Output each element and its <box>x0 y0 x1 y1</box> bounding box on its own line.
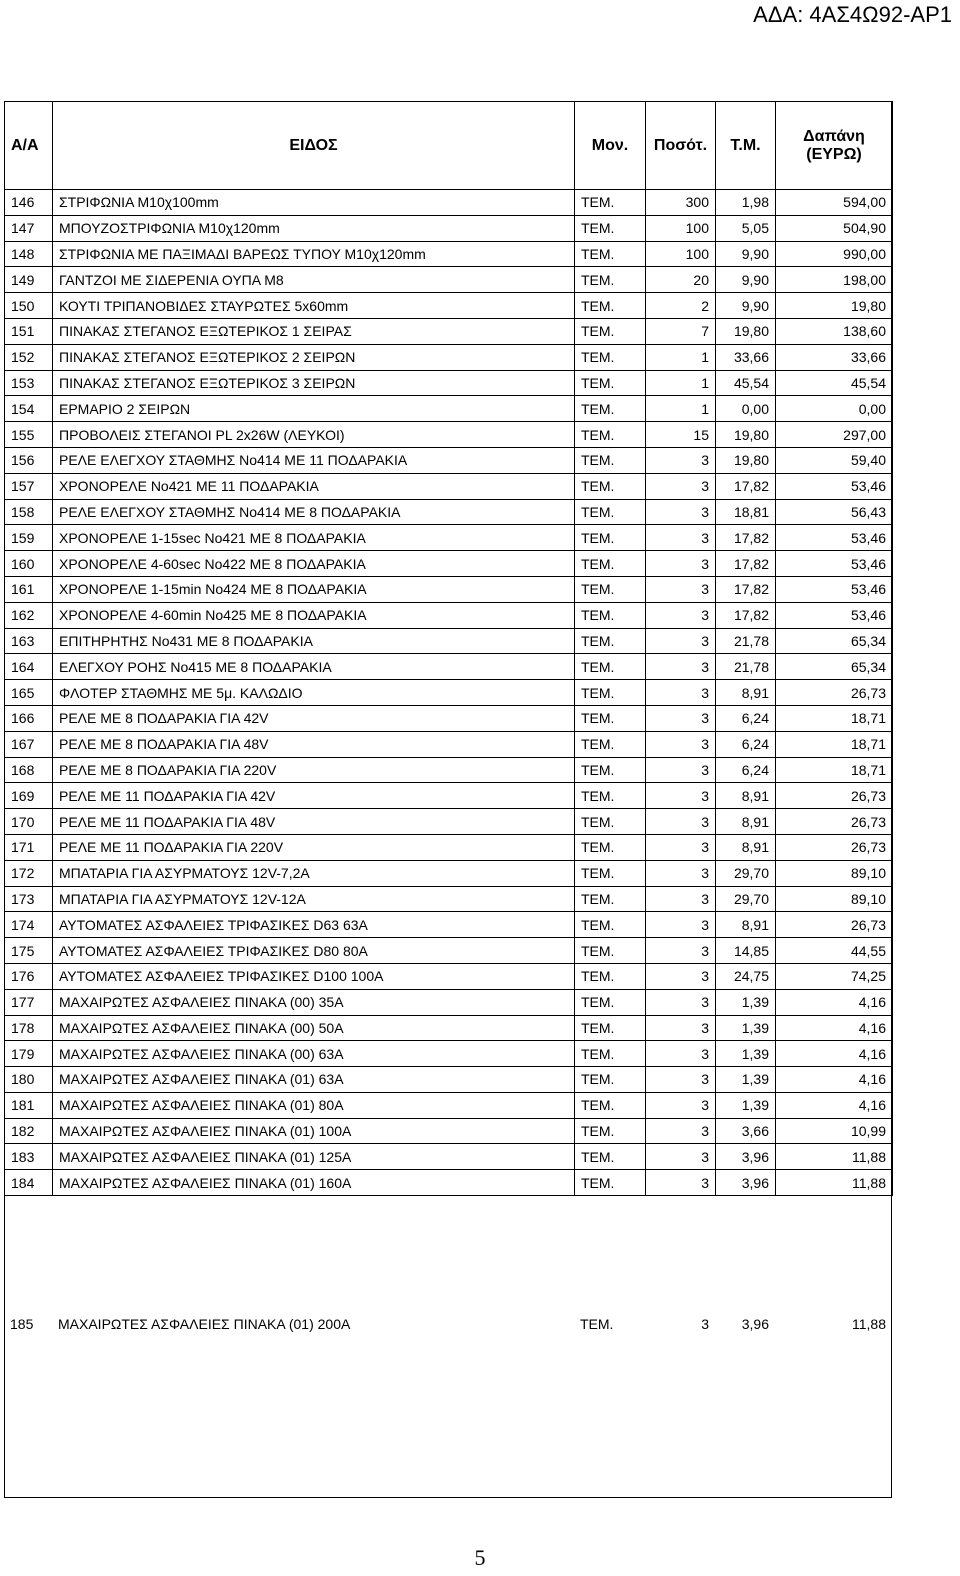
table-row <box>5 241 893 267</box>
cell-item: ΧΡΟΝΟΡΕΛΕ 1-15sec Νο421 ΜΕ 8 ΠΟΔΑΡΑΚΙΑ <box>53 525 575 551</box>
cell-unit: ΤΕΜ. <box>575 1015 646 1041</box>
cell-unit: ΤΕΜ. <box>575 912 646 938</box>
cell-unit-price: 29,70 <box>716 860 776 886</box>
table-row <box>5 344 893 370</box>
cell-aa: 154 <box>5 396 53 422</box>
cell-quantity: 3 <box>646 473 716 499</box>
cell-aa: 173 <box>5 886 53 912</box>
cell-cost: 4,16 <box>776 989 893 1015</box>
cell-quantity: 3 <box>646 938 716 964</box>
cell-item: ΡΕΛΕ ΜΕ 11 ΠΟΔΑΡΑΚΙΑ ΓΙΑ 48V <box>53 809 575 835</box>
cell-unit: ΤΕΜ. <box>575 473 646 499</box>
cell-item: ΜΑΧΑΙΡΩΤΕΣ ΑΣΦΑΛΕΙΕΣ ΠΙΝΑΚΑ (01) 80A <box>53 1092 575 1118</box>
cell-cost: 138,60 <box>776 318 893 344</box>
cell-aa: 163 <box>5 628 53 654</box>
cell-unit-price: 3,66 <box>716 1118 776 1144</box>
col-header-aa: Α/Α <box>5 102 53 190</box>
col-header-cost: Δαπάνη (ΕΥΡΩ) <box>776 102 893 190</box>
cell-aa: 175 <box>5 938 53 964</box>
cell-unit: ΤΕΜ. <box>575 1092 646 1118</box>
cell-quantity: 3 <box>646 860 716 886</box>
cell-aa: 162 <box>5 602 53 628</box>
cell-item: ΡΕΛΕ ΜΕ 8 ΠΟΔΑΡΑΚΙΑ ΓΙΑ 48V <box>53 731 575 757</box>
cell-unit-price: 17,82 <box>716 576 776 602</box>
cell-unit: ΤΕΜ. <box>575 963 646 989</box>
cell-item: ΚΟΥΤΙ ΤΡΙΠΑΝΟΒΙΔΕΣ ΣΤΑΥΡΩΤΕΣ 5x60mm <box>53 293 575 319</box>
cell-quantity: 1 <box>646 396 716 422</box>
cell-quantity: 3 <box>646 499 716 525</box>
cell-unit: ΤΕΜ. <box>575 628 646 654</box>
cell-quantity: 3 <box>646 809 716 835</box>
cell-item: ΕΠΙΤΗΡΗΤΗΣ Νο431 ΜΕ 8 ΠΟΔΑΡΑΚΙΑ <box>53 628 575 654</box>
cell-cost: 11,88 <box>776 1144 893 1170</box>
cell-item: ΡΕΛΕ ΕΛΕΓΧΟΥ ΣΤΑΘΜΗΣ Νο414 ΜΕ 8 ΠΟΔΑΡΑΚΙΑ <box>53 499 575 525</box>
table-row <box>5 989 893 1015</box>
cell-item: ΠΙΝΑΚΑΣ ΣΤΕΓΑΝΟΣ ΕΞΩΤΕΡΙΚΟΣ 2 ΣΕΙΡΩΝ <box>53 344 575 370</box>
table-row <box>5 680 893 706</box>
table-row <box>5 912 893 938</box>
cell-unit-price: 45,54 <box>716 370 776 396</box>
cell-quantity: 3 <box>646 1067 716 1093</box>
cell-aa: 166 <box>5 705 53 731</box>
cell-unit-price: 9,90 <box>716 267 776 293</box>
cell-cost: 65,34 <box>776 654 893 680</box>
cell-item: ΜΑΧΑΙΡΩΤΕΣ ΑΣΦΑΛΕΙΕΣ ΠΙΝΑΚΑ (01) 160A <box>53 1170 575 1196</box>
cell-aa: 161 <box>5 576 53 602</box>
cell-aa: 183 <box>5 1144 53 1170</box>
cell-cost: 89,10 <box>776 886 893 912</box>
cell-unit-price: 17,82 <box>716 602 776 628</box>
cell-cost: 990,00 <box>776 241 893 267</box>
cell-quantity: 3 <box>646 1118 716 1144</box>
cell-unit-price: 1,39 <box>716 1067 776 1093</box>
table-row <box>5 1041 893 1067</box>
table-row <box>5 602 893 628</box>
cell-quantity: 3 <box>646 1170 716 1196</box>
cell-cost: 594,00 <box>776 190 893 216</box>
col-header-unit-price: Τ.Μ. <box>716 102 776 190</box>
cell-unit-price: 8,91 <box>716 783 776 809</box>
cell-unit: ΤΕΜ. <box>575 447 646 473</box>
cell-cost: 18,71 <box>776 757 893 783</box>
cell-item: ΜΠΑΤΑΡΙΑ ΓΙΑ ΑΣΥΡΜΑΤΟΥΣ 12V-7,2A <box>53 860 575 886</box>
table-row <box>5 834 893 860</box>
cell-quantity: 3 <box>646 1015 716 1041</box>
table-row <box>5 757 893 783</box>
extra-items-table <box>4 1310 892 1338</box>
cell-item: ΠΡΟΒΟΛΕΙΣ ΣΤΕΓΑΝΟΙ PL 2x26W (ΛΕΥΚΟΙ) <box>53 422 575 448</box>
cell-unit-price: 8,91 <box>716 809 776 835</box>
table-row <box>5 963 893 989</box>
cell-aa: 169 <box>5 783 53 809</box>
cell-aa: 181 <box>5 1092 53 1118</box>
cell-item: ΧΡΟΝΟΡΕΛΕ 1-15min Νο424 ΜΕ 8 ΠΟΔΑΡΑΚΙΑ <box>53 576 575 602</box>
cell-unit: ΤΕΜ. <box>575 215 646 241</box>
table-header-row <box>5 102 893 190</box>
cell-aa: 152 <box>5 344 53 370</box>
cell-aa: 153 <box>5 370 53 396</box>
table-row <box>5 886 893 912</box>
cell-unit: ΤΕΜ. <box>575 860 646 886</box>
cell-quantity: 3 <box>646 912 716 938</box>
cell-unit: ΤΕΜ. <box>575 190 646 216</box>
cell-cost: 53,46 <box>776 551 893 577</box>
col-header-unit: Μον. <box>575 102 646 190</box>
cell-cost: 4,16 <box>776 1092 893 1118</box>
table-row <box>5 705 893 731</box>
col-header-item: ΕΙΔΟΣ <box>53 102 575 190</box>
cell-aa: 164 <box>5 654 53 680</box>
cell-quantity: 20 <box>646 267 716 293</box>
cell-unit-price: 33,66 <box>716 344 776 370</box>
cell-cost: 18,71 <box>776 731 893 757</box>
cell-item: ΕΡΜΑΡΙΟ 2 ΣΕΙΡΩΝ <box>53 396 575 422</box>
cell-aa: 184 <box>5 1170 53 1196</box>
cell-unit: ΤΕΜ. <box>575 654 646 680</box>
cell-unit-price: 21,78 <box>716 654 776 680</box>
cell-quantity: 3 <box>646 963 716 989</box>
cell-unit: ΤΕΜ. <box>575 757 646 783</box>
cell-unit-price: 29,70 <box>716 886 776 912</box>
cell-unit-price: 19,80 <box>716 318 776 344</box>
cell-unit-price: 3,96 <box>741 1316 769 1332</box>
table-row <box>5 1015 893 1041</box>
cell-aa: 174 <box>5 912 53 938</box>
col-header-quantity: Ποσότ. <box>646 102 716 190</box>
cell-quantity: 1 <box>646 370 716 396</box>
cell-cost: 89,10 <box>776 860 893 886</box>
cell-cost: 4,16 <box>776 1067 893 1093</box>
cell-aa: 149 <box>5 267 53 293</box>
cell-aa: 158 <box>5 499 53 525</box>
table-row <box>5 473 893 499</box>
table-row <box>5 499 893 525</box>
cell-unit-price: 21,78 <box>716 628 776 654</box>
cell-cost: 65,34 <box>776 628 893 654</box>
cell-cost: 53,46 <box>776 525 893 551</box>
cell-unit-price: 1,39 <box>716 989 776 1015</box>
cell-item: ΣΤΡΙΦΩΝΙΑ ΜΕ ΠΑΞΙΜΑΔΙ ΒΑΡΕΩΣ ΤΥΠΟΥ Μ10χ120mm <box>53 241 575 267</box>
cell-quantity: 3 <box>646 680 716 706</box>
cell-quantity: 3 <box>646 834 716 860</box>
table-row <box>5 783 893 809</box>
cell-aa: 182 <box>5 1118 53 1144</box>
cell-aa: 147 <box>5 215 53 241</box>
cell-item: ΡΕΛΕ ΜΕ 8 ΠΟΔΑΡΑΚΙΑ ΓΙΑ 42V <box>53 705 575 731</box>
cell-item: ΓΑΝΤΖΟΙ ΜΕ ΣΙΔΕΡΕΝΙΑ ΟΥΠΑ Μ8 <box>53 267 575 293</box>
cell-cost: 26,73 <box>776 912 893 938</box>
cell-quantity: 2 <box>646 293 716 319</box>
cell-cost: 10,99 <box>776 1118 893 1144</box>
cell-aa: 146 <box>5 190 53 216</box>
cell-cost: 0,00 <box>776 396 893 422</box>
cell-cost: 74,25 <box>776 963 893 989</box>
cell-unit: ΤΕΜ. <box>575 705 646 731</box>
cell-aa: 178 <box>5 1015 53 1041</box>
cell-unit: ΤΕΜ. <box>575 293 646 319</box>
cell-cost: 53,46 <box>776 576 893 602</box>
cell-quantity: 100 <box>646 215 716 241</box>
cell-item: ΡΕΛΕ ΜΕ 11 ΠΟΔΑΡΑΚΙΑ ΓΙΑ 220V <box>53 834 575 860</box>
cell-quantity: 300 <box>646 190 716 216</box>
cell-cost: 26,73 <box>776 783 893 809</box>
cell-quantity: 3 <box>646 628 716 654</box>
cell-item: ΑΥΤΟΜΑΤΕΣ ΑΣΦΑΛΕΙΕΣ ΤΡΙΦΑΣΙΚΕΣ D100 100A <box>53 963 575 989</box>
cell-unit-price: 0,00 <box>716 396 776 422</box>
cell-unit: ΤΕΜ. <box>575 989 646 1015</box>
table-row <box>5 293 893 319</box>
cell-quantity: 3 <box>646 886 716 912</box>
cell-quantity: 7 <box>646 318 716 344</box>
cell-unit-price: 6,24 <box>716 705 776 731</box>
table-row <box>5 447 893 473</box>
cell-unit-price: 3,96 <box>716 1144 776 1170</box>
cell-quantity: 3 <box>646 757 716 783</box>
cell-unit: ΤΕΜ. <box>575 241 646 267</box>
cell-unit: ΤΕΜ. <box>575 938 646 964</box>
table-row <box>5 318 893 344</box>
cell-cost: 26,73 <box>776 834 893 860</box>
cell-cost: 18,71 <box>776 705 893 731</box>
cell-unit-price: 17,82 <box>716 473 776 499</box>
cell-cost: 4,16 <box>776 1015 893 1041</box>
cell-unit: ΤΕΜ. <box>575 809 646 835</box>
cell-quantity: 15 <box>646 422 716 448</box>
cell-unit-price: 5,05 <box>716 215 776 241</box>
cell-unit: ΤΕΜ. <box>575 602 646 628</box>
cell-unit-price: 14,85 <box>716 938 776 964</box>
cell-unit-price: 6,24 <box>716 757 776 783</box>
cell-unit: ΤΕΜ. <box>580 1316 614 1332</box>
cell-unit-price: 17,82 <box>716 525 776 551</box>
cell-unit: ΤΕΜ. <box>575 1041 646 1067</box>
cell-quantity: 3 <box>646 1041 716 1067</box>
cell-unit-price: 1,39 <box>716 1015 776 1041</box>
cell-quantity: 3 <box>646 447 716 473</box>
cell-aa: 150 <box>5 293 53 319</box>
cell-item: ΜΑΧΑΙΡΩΤΕΣ ΑΣΦΑΛΕΙΕΣ ΠΙΝΑΚΑ (01) 200A <box>58 1316 351 1332</box>
cell-cost: 26,73 <box>776 809 893 835</box>
cell-aa: 185 <box>10 1316 34 1332</box>
cell-unit: ΤΕΜ. <box>575 1144 646 1170</box>
table-row <box>5 1144 893 1170</box>
cell-item: ΧΡΟΝΟΡΕΛΕ 4-60sec Νο422 ΜΕ 8 ΠΟΔΑΡΑΚΙΑ <box>53 551 575 577</box>
cell-quantity: 100 <box>646 241 716 267</box>
cell-quantity: 3 <box>646 783 716 809</box>
cell-quantity: 3 <box>646 551 716 577</box>
cell-aa: 168 <box>5 757 53 783</box>
cell-aa: 180 <box>5 1067 53 1093</box>
table-row <box>5 215 893 241</box>
cell-item: ΜΑΧΑΙΡΩΤΕΣ ΑΣΦΑΛΕΙΕΣ ΠΙΝΑΚΑ (00) 50A <box>53 1015 575 1041</box>
cell-item: ΠΙΝΑΚΑΣ ΣΤΕΓΑΝΟΣ ΕΞΩΤΕΡΙΚΟΣ 3 ΣΕΙΡΩΝ <box>53 370 575 396</box>
cell-unit-price: 1,39 <box>716 1041 776 1067</box>
cell-unit: ΤΕΜ. <box>575 834 646 860</box>
cell-unit: ΤΕΜ. <box>575 1118 646 1144</box>
table-row <box>5 576 893 602</box>
cell-unit-price: 9,90 <box>716 293 776 319</box>
cell-item: ΧΡΟΝΟΡΕΛΕ 4-60min Νο425 ΜΕ 8 ΠΟΔΑΡΑΚΙΑ <box>53 602 575 628</box>
cell-item: ΕΛΕΓΧΟΥ ΡΟΗΣ Νο415 ΜΕ 8 ΠΟΔΑΡΑΚΙΑ <box>53 654 575 680</box>
cell-aa: 155 <box>5 422 53 448</box>
cell-item: ΡΕΛΕ ΜΕ 11 ΠΟΔΑΡΑΚΙΑ ΓΙΑ 42V <box>53 783 575 809</box>
cell-quantity: 3 <box>646 705 716 731</box>
table-row <box>5 654 893 680</box>
cell-item: ΣΤΡΙΦΩΝΙΑ Μ10χ100mm <box>53 190 575 216</box>
table-row <box>5 1118 893 1144</box>
table-row <box>5 1067 893 1093</box>
cell-item: ΜΑΧΑΙΡΩΤΕΣ ΑΣΦΑΛΕΙΕΣ ΠΙΝΑΚΑ (01) 100A <box>53 1118 575 1144</box>
cell-unit-price: 8,91 <box>716 912 776 938</box>
cell-unit-price: 9,90 <box>716 241 776 267</box>
cell-unit-price: 6,24 <box>716 731 776 757</box>
cell-aa: 157 <box>5 473 53 499</box>
table-row <box>5 267 893 293</box>
cell-cost: 11,88 <box>776 1170 893 1196</box>
cell-cost: 45,54 <box>776 370 893 396</box>
table-row <box>5 1170 893 1196</box>
cell-item: ΠΙΝΑΚΑΣ ΣΤΕΓΑΝΟΣ ΕΞΩΤΕΡΙΚΟΣ 1 ΣΕΙΡΑΣ <box>53 318 575 344</box>
cell-item: ΑΥΤΟΜΑΤΕΣ ΑΣΦΑΛΕΙΕΣ ΤΡΙΦΑΣΙΚΕΣ D80 80A <box>53 938 575 964</box>
cell-unit: ΤΕΜ. <box>575 499 646 525</box>
cell-unit: ΤΕΜ. <box>575 886 646 912</box>
cell-unit: ΤΕΜ. <box>575 731 646 757</box>
cell-item: ΜΑΧΑΙΡΩΤΕΣ ΑΣΦΑΛΕΙΕΣ ΠΙΝΑΚΑ (00) 63A <box>53 1041 575 1067</box>
cell-item: ΦΛΟΤΕΡ ΣΤΑΘΜΗΣ ΜΕ 5μ. ΚΑΛΩΔΙΟ <box>53 680 575 706</box>
cell-cost: 297,00 <box>776 422 893 448</box>
cell-cost: 4,16 <box>776 1041 893 1067</box>
cell-item: ΜΠΟΥΖΟΣΤΡΙΦΩΝΙΑ Μ10χ120mm <box>53 215 575 241</box>
cell-quantity: 3 <box>646 989 716 1015</box>
items-table <box>4 101 893 1196</box>
table-row <box>5 860 893 886</box>
cell-unit: ΤΕΜ. <box>575 576 646 602</box>
cell-quantity: 3 <box>646 654 716 680</box>
cell-aa: 148 <box>5 241 53 267</box>
table-row <box>5 190 893 216</box>
cell-item: ΑΥΤΟΜΑΤΕΣ ΑΣΦΑΛΕΙΕΣ ΤΡΙΦΑΣΙΚΕΣ D63 63A <box>53 912 575 938</box>
cell-cost: 504,90 <box>776 215 893 241</box>
cell-cost: 53,46 <box>776 602 893 628</box>
cell-aa: 171 <box>5 834 53 860</box>
cell-unit: ΤΕΜ. <box>575 344 646 370</box>
cell-unit-price: 1,98 <box>716 190 776 216</box>
cell-aa: 160 <box>5 551 53 577</box>
cell-cost: 56,43 <box>776 499 893 525</box>
cell-quantity: 3 <box>701 1316 709 1332</box>
cell-item: ΧΡΟΝΟΡΕΛΕ Νο421 ΜΕ 11 ΠΟΔΑΡΑΚΙΑ <box>53 473 575 499</box>
cell-unit: ΤΕΜ. <box>575 267 646 293</box>
cell-unit-price: 24,75 <box>716 963 776 989</box>
cell-item: ΡΕΛΕ ΜΕ 8 ΠΟΔΑΡΑΚΙΑ ΓΙΑ 220V <box>53 757 575 783</box>
cell-unit: ΤΕΜ. <box>575 680 646 706</box>
cell-aa: 167 <box>5 731 53 757</box>
cell-unit-price: 8,91 <box>716 680 776 706</box>
cell-aa: 177 <box>5 989 53 1015</box>
cell-item: ΜΑΧΑΙΡΩΤΕΣ ΑΣΦΑΛΕΙΕΣ ΠΙΝΑΚΑ (01) 63A <box>53 1067 575 1093</box>
table-row <box>5 551 893 577</box>
cell-item: ΡΕΛΕ ΕΛΕΓΧΟΥ ΣΤΑΘΜΗΣ Νο414 ΜΕ 11 ΠΟΔΑΡΑΚΙΑ <box>53 447 575 473</box>
cell-cost: 53,46 <box>776 473 893 499</box>
cell-cost: 19,80 <box>776 293 893 319</box>
cell-cost: 59,40 <box>776 447 893 473</box>
cell-unit-price: 8,91 <box>716 834 776 860</box>
cell-unit-price: 18,81 <box>716 499 776 525</box>
cell-unit: ΤΕΜ. <box>575 1067 646 1093</box>
cell-unit-price: 3,96 <box>716 1170 776 1196</box>
cell-unit-price: 19,80 <box>716 422 776 448</box>
cell-cost: 26,73 <box>776 680 893 706</box>
cell-aa: 151 <box>5 318 53 344</box>
cell-cost: 44,55 <box>776 938 893 964</box>
cell-cost: 33,66 <box>776 344 893 370</box>
table-row <box>4 1310 892 1338</box>
cell-aa: 165 <box>5 680 53 706</box>
cell-cost: 11,88 <box>852 1316 886 1332</box>
cell-aa: 172 <box>5 860 53 886</box>
cell-unit-price: 19,80 <box>716 447 776 473</box>
cell-aa: 176 <box>5 963 53 989</box>
cell-unit: ΤΕΜ. <box>575 525 646 551</box>
cell-aa: 170 <box>5 809 53 835</box>
cell-unit: ΤΕΜ. <box>575 1170 646 1196</box>
table-row <box>5 396 893 422</box>
cell-aa: 156 <box>5 447 53 473</box>
cell-quantity: 3 <box>646 602 716 628</box>
page-number: 5 <box>474 1545 486 1570</box>
cell-unit-price: 17,82 <box>716 551 776 577</box>
ada-code: ΑΔΑ: 4ΑΣ4Ω92-ΑΡ1 <box>753 2 952 27</box>
cell-unit: ΤΕΜ. <box>575 318 646 344</box>
cell-quantity: 3 <box>646 1144 716 1170</box>
cell-unit-price: 1,39 <box>716 1092 776 1118</box>
cell-item: ΜΑΧΑΙΡΩΤΕΣ ΑΣΦΑΛΕΙΕΣ ΠΙΝΑΚΑ (01) 125A <box>53 1144 575 1170</box>
cell-unit: ΤΕΜ. <box>575 551 646 577</box>
cell-aa: 179 <box>5 1041 53 1067</box>
table-row <box>5 525 893 551</box>
cell-unit: ΤΕΜ. <box>575 396 646 422</box>
cell-cost: 198,00 <box>776 267 893 293</box>
cell-unit: ΤΕΜ. <box>575 422 646 448</box>
cell-quantity: 3 <box>646 731 716 757</box>
table-row <box>5 628 893 654</box>
cell-unit: ΤΕΜ. <box>575 370 646 396</box>
table-row <box>5 370 893 396</box>
table-row <box>5 938 893 964</box>
cell-item: ΜΠΑΤΑΡΙΑ ΓΙΑ ΑΣΥΡΜΑΤΟΥΣ 12V-12A <box>53 886 575 912</box>
table-row <box>5 809 893 835</box>
cell-item: ΜΑΧΑΙΡΩΤΕΣ ΑΣΦΑΛΕΙΕΣ ΠΙΝΑΚΑ (00) 35A <box>53 989 575 1015</box>
cell-quantity: 3 <box>646 525 716 551</box>
cell-quantity: 3 <box>646 1092 716 1118</box>
table-row <box>5 422 893 448</box>
cell-aa: 159 <box>5 525 53 551</box>
cell-quantity: 3 <box>646 576 716 602</box>
cell-quantity: 1 <box>646 344 716 370</box>
cell-unit: ΤΕΜ. <box>575 783 646 809</box>
table-row <box>5 1092 893 1118</box>
table-row <box>5 731 893 757</box>
